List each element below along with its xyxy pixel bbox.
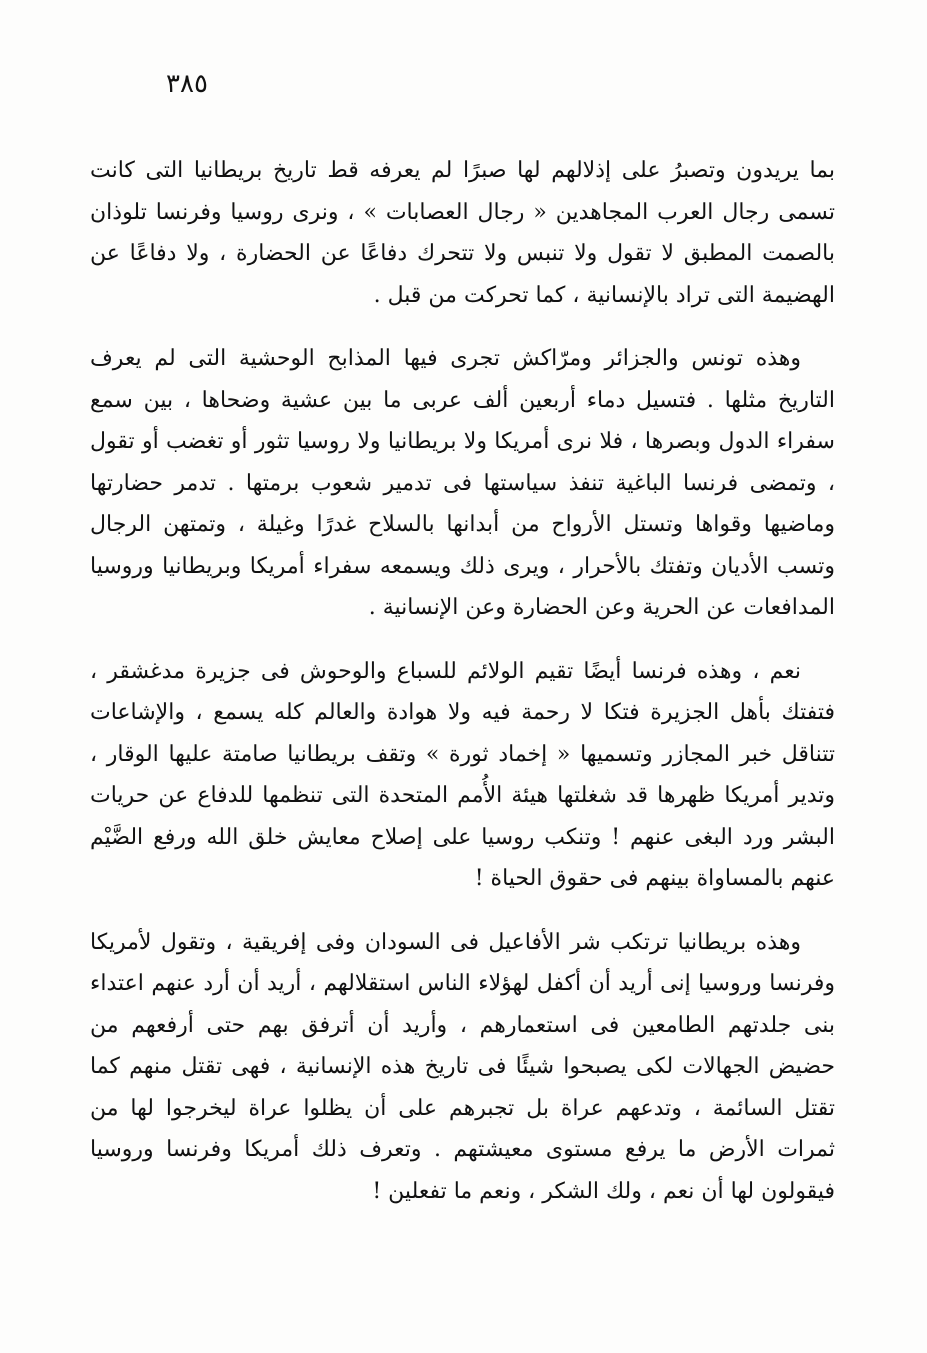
paragraph-2: وهذه تونس والجزائر ومرّاكش تجرى فيها المذابح الوحشية التى لم يعرف التاريخ مثلها . فتسيل دماء أربعين ألف عربى ما بين عشية وضحاها ، بين سمع سفراء الدول وبصرها ، فلا نرى أمريكا ولا بريطانيا ولا روسيا تثور أو تغضب أو تقول ، وتمضى فرنسا الباغية تنفذ سياستها فى تدمير شعوب برمتها . تدمر حضارتها وماضيها وقواها وتستل الأرواح من أبدانها بالسلاح غدرًا وغيلة ، وتمتهن الرجال وتسب الأديان وتفتك بالأحرار ، ويرى ذلك ويسمعه سفراء أمريكا وبريطانيا وروسيا المدافعات عن الحرية وعن الحضارة وعن الإنسانية . <box>90 346 835 620</box>
paragraph-4: وهذه بريطانيا ترتكب شر الأفاعيل فى السودان وفى إفريقية ، وتقول لأمريكا وفرنسا وروسيا إنى أريد أن أكفل لهؤلاء الناس استقلالهم ، أريد أن أرد عنهم اعتداء بنى جلدتهم الطامعين فى استعمارهم ، وأريد أن أترفق بهم حتى أرفعهم من حضيض الجهالات لكى يصبحوا شيئًا فى تاريخ هذه الإنسانية ، فهى تقتل منهم كما تقتل السائمة ، وتدعهم عراة بل تجبرهم على أن يظلوا عراة ليخرجوا لها من ثمرات الأرض ما يرفع مستوى معيشتهم . وتعرف ذلك أمريكا وفرنسا وروسيا فيقولون لها أن نعم ، ولك الشكر ، ونعم ما تفعلين ! <box>90 929 835 1204</box>
page-body <box>90 150 835 1234</box>
paragraph-1: بما يريدون وتصبرُ على إذلالهم لها صبرًا لم يعرفه قط تاريخ بريطانيا التى كانت تسمى رجال العرب المجاهدين « رجال العصابات » ، ونرى روسيا وفرنسا تلوذان بالصمت المطبق لا تقول ولا تنبس ولا تتحرك دفاعًا عن الحضارة ، ولا دفاعًا عن الهضيمة التى تراد بالإنسانية ، كما تحركت من قبل . <box>90 158 836 308</box>
page-number: ٣٨٥ <box>166 69 208 99</box>
paragraph-3: نعم ، وهذه فرنسا أيضًا تقيم الولائم للسباع والوحوش فى جزيرة مدغشقر ، فتفتك بأهل الجزيرة فتكا لا رحمة فيه ولا هوادة والعالم كله يسمع ، والإشاعات تتناقل خبر المجازر وتسميها « إخماد ثورة » وتقف بريطانيا صامتة عليها الوقار ، وتدير أمريكا ظهرها قد شغلتها هيئة الأُمم المتحدة التى تنظمها للدفاع عن حريات البشر ورد البغى عنهم ! وتنكب روسيا على إصلاح معايش خلق الله ورفع الضَّيْم عنهم بالمساواة بينهم فى حقوق الحياة ! <box>90 658 835 891</box>
